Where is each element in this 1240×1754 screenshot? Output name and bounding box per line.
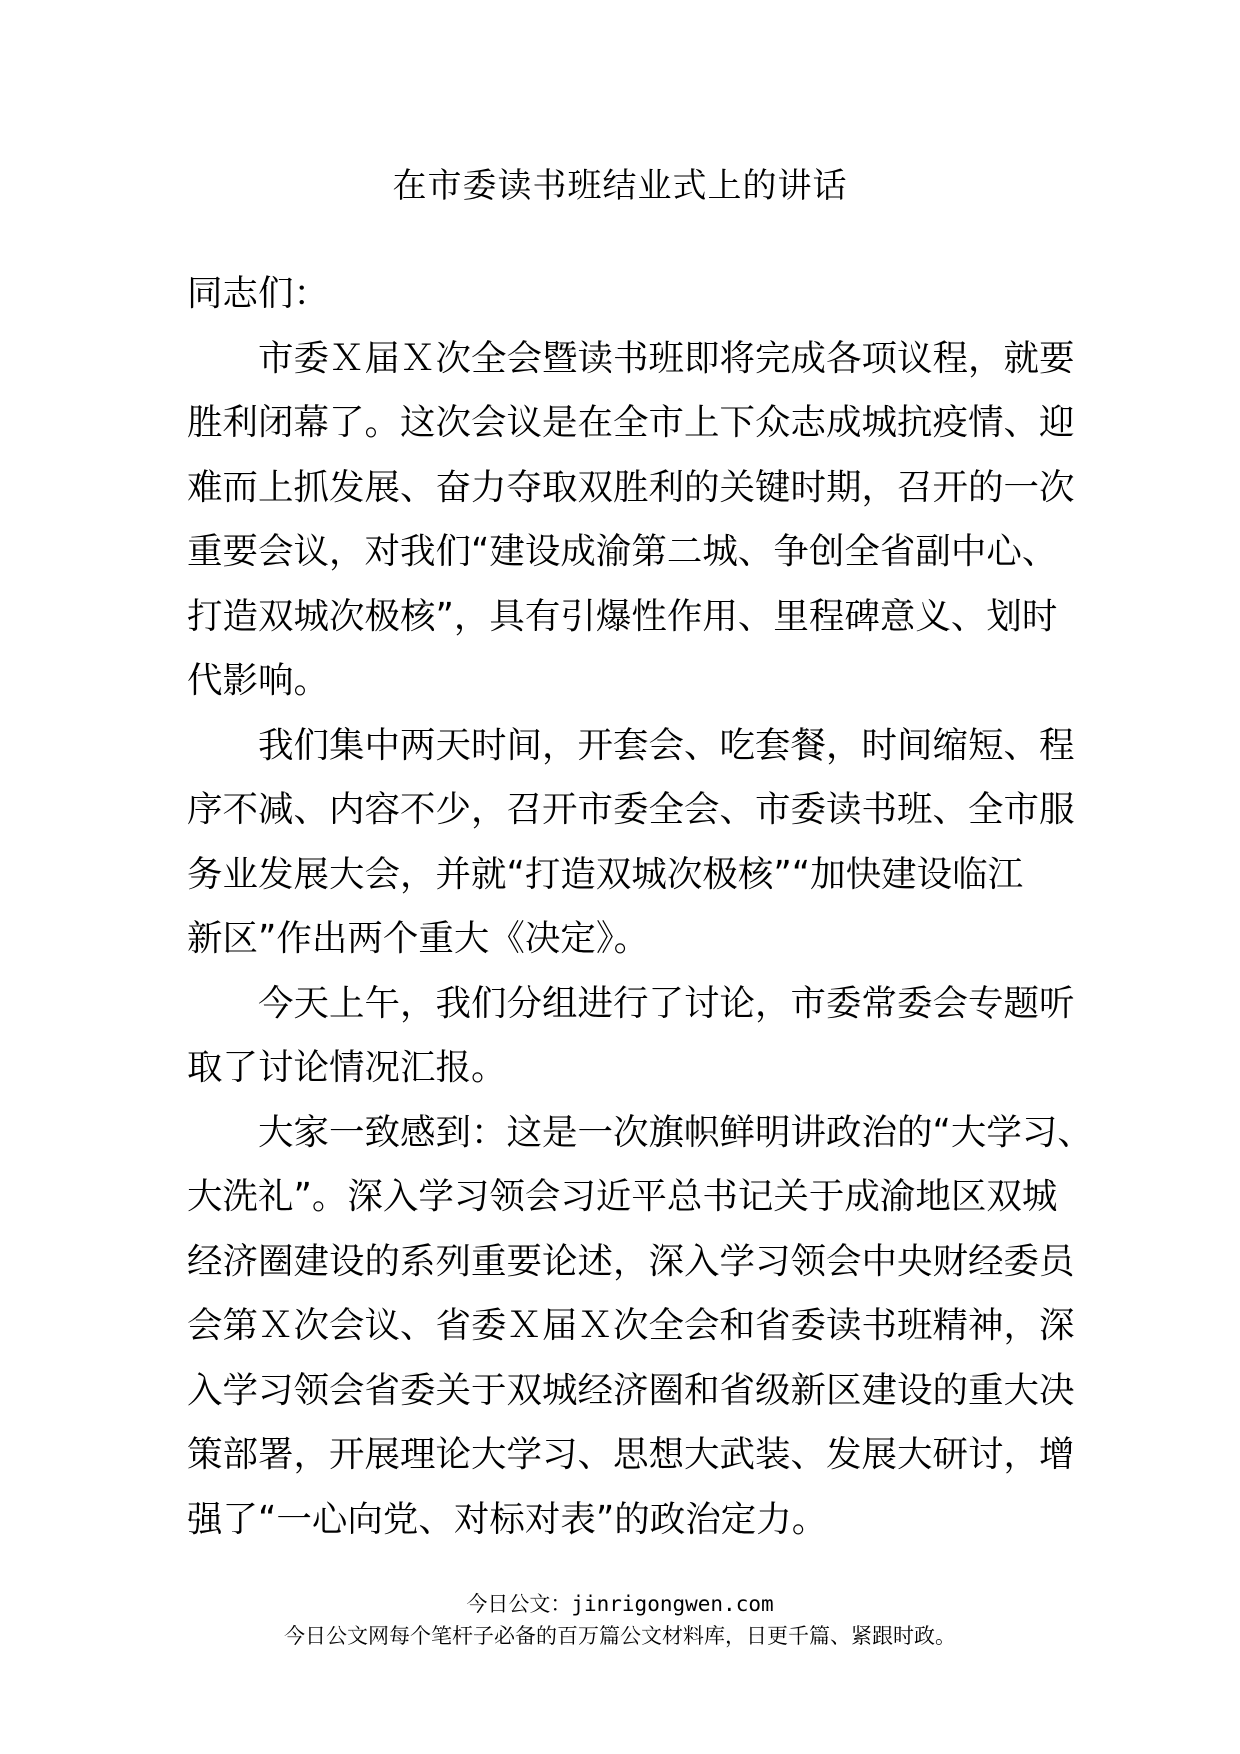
paragraph-line: 今天上午，我们分组进行了讨论，市委常委会专题听 — [258, 982, 1075, 1024]
paragraph-line: 会第Ｘ次会议、省委Ｘ届Ｘ次全会和省委读书班精神，深 — [187, 1305, 1075, 1346]
paragraph-1 — [187, 327, 1075, 714]
paragraph-line: 我们集中两天时间，开套会、吃套餐，时间缩短、程 — [258, 724, 1075, 766]
paragraph-2 — [187, 714, 1075, 972]
page-footer — [0, 1589, 1240, 1651]
paragraph-3 — [187, 972, 1075, 1101]
paragraph-line: 经济圈建设的系列重要论述，深入学习领会中央财经委员 — [187, 1240, 1075, 1282]
footer-site-link[interactable]: jinrigongwen.com — [571, 1592, 774, 1616]
paragraph-line: 大洗礼”。深入学习领会习近平总书记关于成渝地区双城 — [187, 1176, 1058, 1217]
paragraph-line: 取了讨论情况汇报。 — [187, 1047, 507, 1088]
paragraph-line: 代影响。 — [187, 660, 330, 701]
paragraph-line: 新区”作出两个重大《决定》。 — [187, 918, 650, 959]
paragraph-line: 序不减、内容不少，召开市委全会、市委读书班、全市服 — [187, 789, 1075, 830]
paragraph-4 — [187, 1101, 1093, 1553]
salutation-text: 同志们： — [187, 273, 330, 314]
document-body — [187, 262, 1093, 1552]
paragraph-line: 入学习领会省委关于双城经济圈和省级新区建设的重大决 — [187, 1369, 1075, 1411]
paragraph-line: 市委Ｘ届Ｘ次全会暨读书班即将完成各项议程，就要 — [258, 337, 1075, 379]
paragraph-line: 策部署，开展理论大学习、思想大武装、发展大研讨，增 — [187, 1434, 1075, 1475]
paragraph-line: 胜利闭幕了。这次会议是在全市上下众志成城抗疫情、迎 — [187, 402, 1075, 443]
salutation — [187, 262, 1067, 327]
paragraph-line: 强了“一心向党、对标对表”的政治定力。 — [187, 1498, 828, 1540]
paragraph-line: 重要会议，对我们“建设成渝第二城、争创全省副中心、 — [187, 531, 1058, 572]
paragraph-line: 务业发展大会，并就“打造双城次极核”“加快建设临江 — [187, 853, 1024, 895]
paragraph-line: 打造双城次极核”，具有引爆性作用、里程碑意义、划时 — [187, 595, 1058, 637]
footer-site-label: 今日公文： — [466, 1592, 572, 1616]
document-title: 在市委读书班结业式上的讲话 — [392, 166, 848, 206]
paragraph-line: 难而上抓发展、奋力夺取双胜利的关键时期，召开的一次 — [187, 466, 1075, 508]
footer-slogan: 今日公文网每个笔杆子必备的百万篇公文材料库，日更千篇、紧跟时政。 — [284, 1624, 956, 1648]
footer-site-line — [0, 1589, 1240, 1619]
paragraph-line: 大家一致感到：这是一次旗帜鲜明讲政治的“大学习、 — [258, 1111, 1093, 1153]
